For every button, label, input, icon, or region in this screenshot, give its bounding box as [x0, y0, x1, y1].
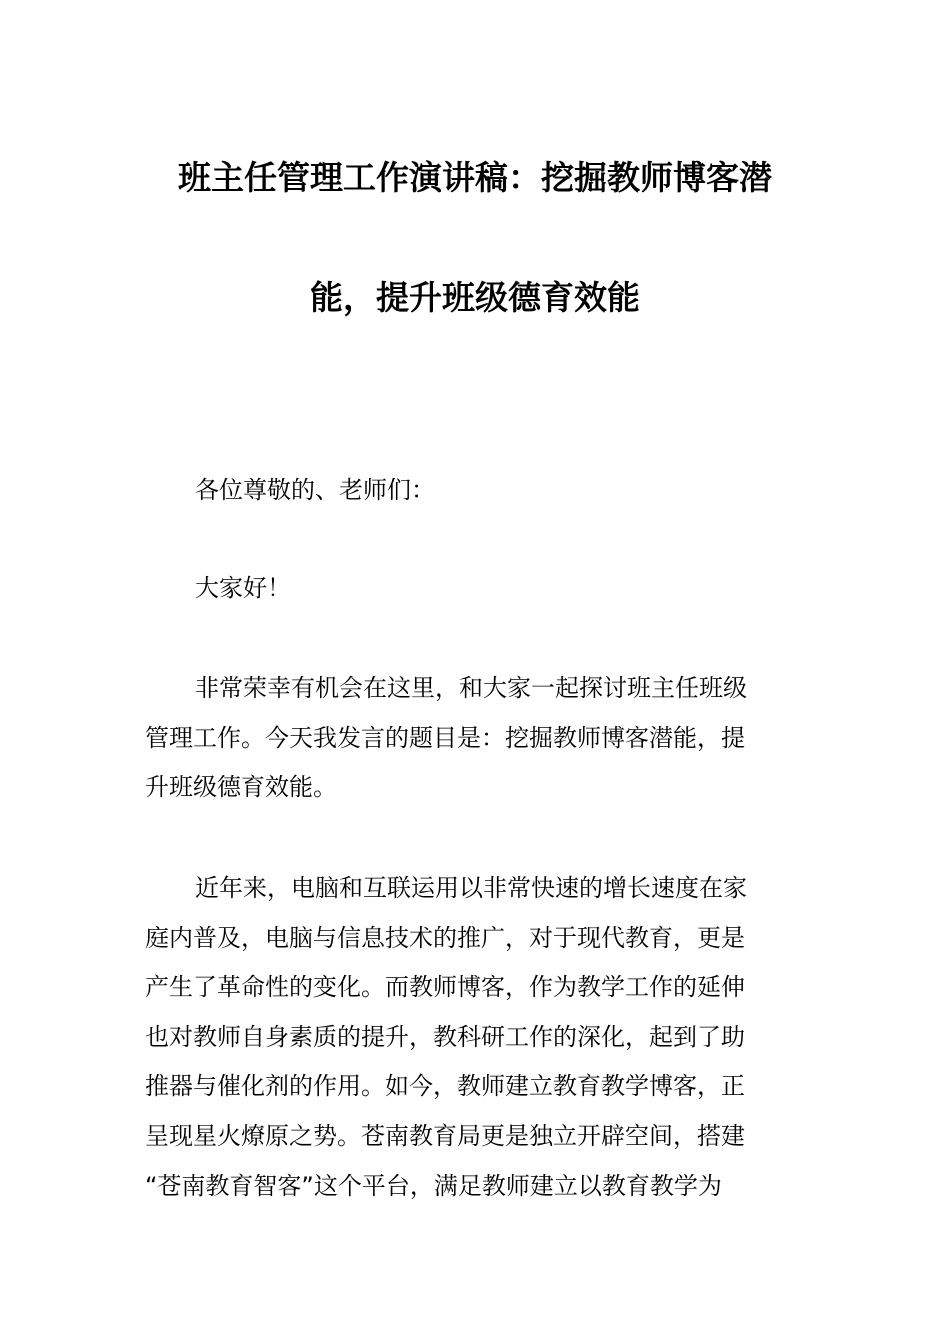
paragraph-2-line: 也对教师自身素质的提升，教科研工作的深化，起到了助: [145, 1022, 745, 1051]
paragraph-2-line: “苍南教育智客”这个平台，满足教师建立以教育教学为: [145, 1171, 722, 1200]
paragraph-1-line: 管理工作。今天我发言的题目是：挖掘教师博客潜能，提: [145, 723, 745, 752]
paragraph-2-line: 近年来，电脑和互联运用以非常快速的增长速度在家: [195, 874, 747, 902]
paragraph-2-line: 推器与催化剂的作用。如今，教师建立教育教学博客，正: [145, 1072, 745, 1101]
paragraph-1-line: 升班级德育效能。: [145, 773, 337, 802]
greeting-line: 各位尊敬的、老师们：: [195, 476, 435, 504]
hello-line: 大家好！: [195, 574, 291, 602]
paragraph-2-line: 产生了革命性的变化。而教师博客，作为教学工作的延伸: [145, 973, 745, 1002]
paragraph-2: [145, 864, 805, 1211]
paragraph-2-line: 庭内普及，电脑与信息技术的推广，对于现代教育，更是: [145, 923, 745, 952]
paragraph-1: [145, 664, 805, 813]
document-title-line-1: 班主任管理工作演讲稿：挖掘教师博客潜: [178, 158, 772, 197]
paragraph-2-line: 呈现星火燎原之势。苍南教育局更是独立开辟空间，搭建: [145, 1121, 745, 1150]
paragraph-1-line: 非常荣幸有机会在这里，和大家一起探讨班主任班级: [195, 674, 747, 702]
document-title-line-2: 能，提升班级德育效能: [310, 278, 640, 317]
